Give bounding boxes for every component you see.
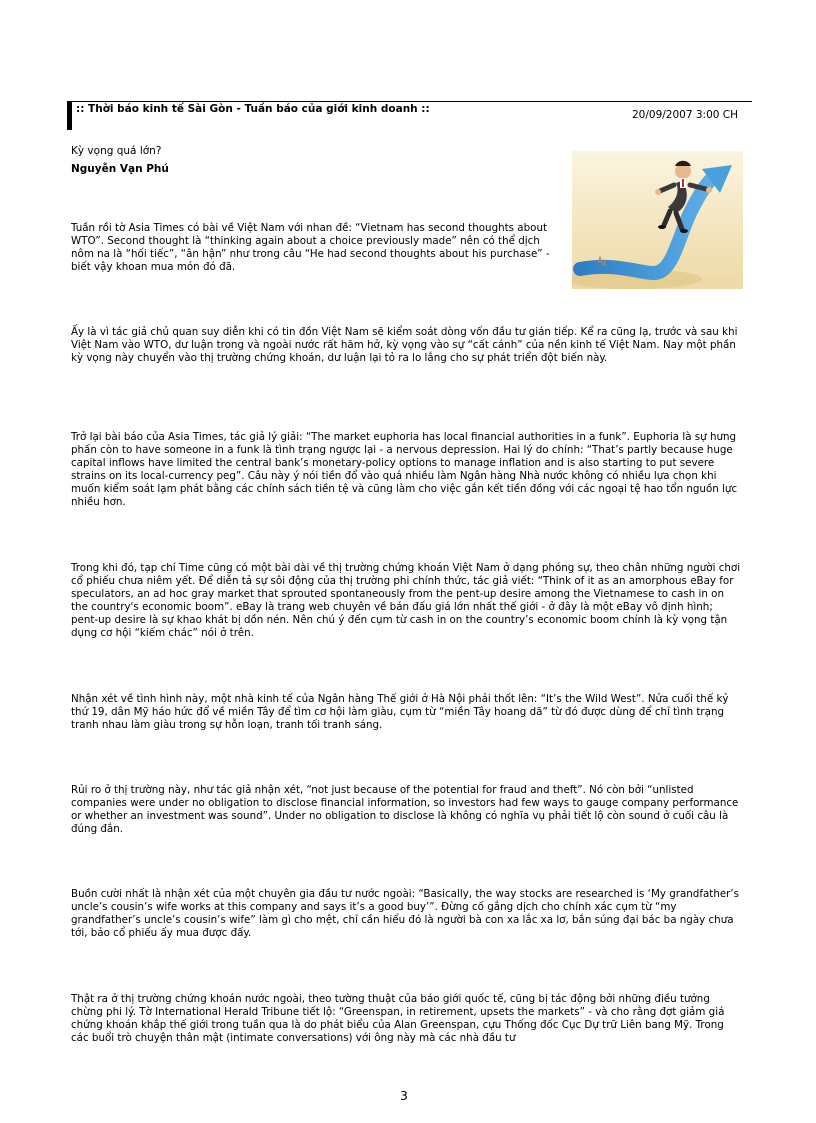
article-paragraph: Thật ra ở thị trường chứng khoán nước ngoài, theo tường thuật của báo giới quốc tế, cũng bị tác động bởi những điều tưởng chừng phi lý. Tờ International Herald Tribune tiết lộ: “Greenspan, in retirement, upsets the markets” - và cho rằng đợt giảm giá chứng khoán khắp thế giới trong tuần qua là do phát biểu của Alan Greenspan, cựu Thống đốc Cục Dự trữ Liên bang Mỹ. Trong các buổi trò chuyện thân mật (intimate conversations) với ông này mà các nhà đầu tư <box>71 993 725 1044</box>
publication-date: 20/09/2007 3:00 CH <box>632 109 738 121</box>
article-paragraph: Nhận xét về tình hình này, một nhà kinh tế của Ngân hàng Thế giới ở Hà Nội phải thốt lên: “It’s the Wild West”. Nửa cuối thế kỷ thứ 19, dân Mỹ háo hức đổ về miền Tây để tìm cơ hội làm giàu, cụm từ “miền Tây hoang dã” từ đó được dùng để chỉ tình trạng tranh nhau làm giàu trong sự hỗn loạn, tranh tối tranh sáng. <box>71 693 729 731</box>
article-paragraph: Trong khi đó, tạp chí Time cũng có một bài dài về thị trường chứng khoán Việt Nam ở dạng phóng sự, theo chân những người chơi cổ phiếu chưa niêm yết. Để diễn tả sự sôi động của thị trường phi chính thức, tác giả viết: “Think of it as an amorphous eBay for speculators, an ad hoc gray market that sprouted spontaneously from the pent-up desire among the Vietnamese to cash in on the country's economic boom”. eBay là trang web chuyên về bán đấu giá lớn nhất thế giới - ở đây là một eBay vô định hình; pent-up desire là sự khao khát bị dồn nén. Nên chú ý đến cụm từ cash in on the country’s economic boom chính là kỳ vọng tận dụng cơ hội “kiếm chác” nói ở trên. <box>71 562 741 639</box>
businessman-rising-arrow-illustration <box>572 151 743 289</box>
article-paragraph: Ấy là vì tác giả chủ quan suy diễn khi có tin đồn Việt Nam sẽ kiểm soát dòng vốn đầu tư gián tiếp. Kể ra cũng lạ, trước và sau khi Việt Nam vào WTO, dư luận trong và ngoài nước rất hăm hở, kỳ vọng vào sự “cất cánh” của nền kinh tế Việt Nam. Nay một phần kỳ vọng này chuyển vào thị trường chứng khoán, dư luận lại tỏ ra lo lắng cho sự phát triển đột biến này. <box>71 326 738 364</box>
header-accent-bar <box>67 101 72 130</box>
article-paragraph: Buồn cười nhất là nhận xét của một chuyên gia đầu tư nước ngoài: “Basically, the way stocks are researched is ‘My grandfather’s uncle’s cousin’s wife works at this company and says it’s a good buy’”. Đừng cố gắng dịch cho chính xác cụm từ “my grandfather’s uncle’s cousin’s wife” làm gì cho mệt, chỉ cần hiểu đó là người bà con xa lắc xa lơ, bắn súng đại bác ba ngày chưa tới, bảo cổ phiếu ấy mua được đấy. <box>71 888 740 939</box>
header-rule <box>72 101 752 102</box>
page-number: 3 <box>400 1088 408 1103</box>
article-subtitle: Kỳ vọng quá lớn? <box>71 145 162 157</box>
publication-title: :: Thời báo kinh tế Sài Gòn - Tuần báo của giới kinh doanh :: <box>76 103 430 115</box>
article-paragraph: Trở lại bài báo của Asia Times, tác giả lý giải: “The market euphoria has local financial authorities in a funk”. Euphoria là sự hưng phấn còn to have someone in a funk là tình trạng ngược lại - a nervous depression. Hai lý do chính: “That’s partly because huge capital inflows have limited the central bank’s monetary-policy options to manage inflation and is also starting to put severe strains on its local-currency peg”. Câu này ý nói tiền đổ vào quá nhiều làm Ngân hàng Nhà nước không có nhiều lựa chọn khi muốn kiểm soát lạm phát bằng các chính sách tiền tệ và cũng làm cho việc gắn kết tiền đồng với các ngoại tệ hao tổn nguồn lực nhiều hơn. <box>71 431 738 508</box>
article-paragraph: Rủi ro ở thị trường này, như tác giả nhận xét, “not just because of the potential for fraud and theft”. Nó còn bởi “unlisted companies were under no obligation to disclose financial information, so investors had few ways to gauge company performance or whether an investment was sound”. Under no obligation to disclose là không có nghĩa vụ phải tiết lộ còn sound ở cuối câu là đúng đắn. <box>71 784 739 835</box>
article-author: Nguyễn Vạn Phú <box>71 163 169 175</box>
article-paragraph: Tuần rồi tờ Asia Times có bài về Việt Nam với nhan đề: “Vietnam has second thoughts about WTO”. Second thought là “thinking again about a choice previously made” nên có thể dịch nôm na là “hối tiếc”, “ân hận” như trong câu “He had second thoughts about his purchase” - biết vậy khoan mua món đó đã. <box>71 222 550 273</box>
